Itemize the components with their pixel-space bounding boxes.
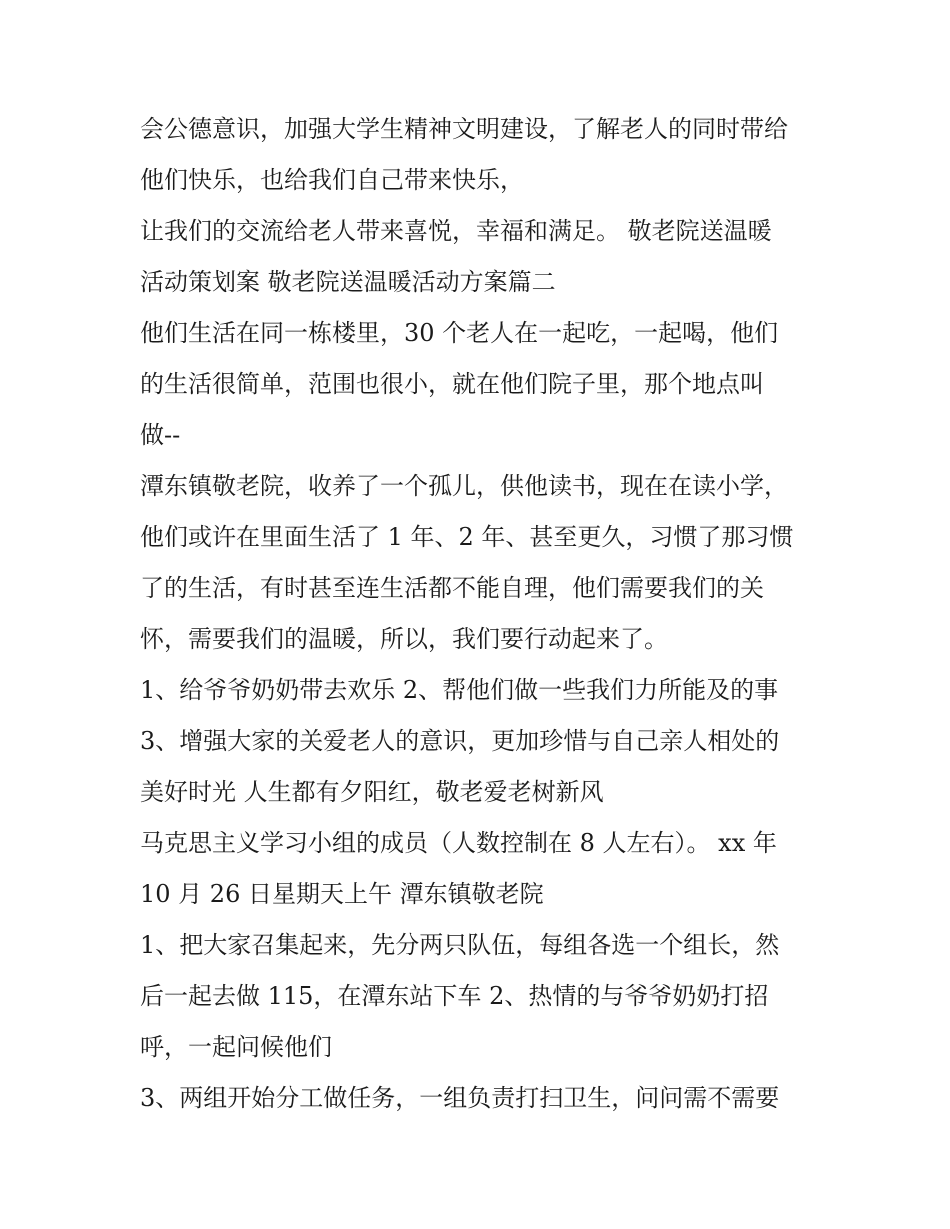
text-line: 3、增强大家的关爱老人的意识，更加珍惜与自己亲人相处的: [140, 727, 780, 755]
text-line: 1、给爷爷奶奶带去欢乐 2、帮他们做一些我们力所能及的事: [140, 676, 779, 704]
text-line: 他们或许在里面生活了 1 年、2 年、甚至更久，习惯了那习惯: [140, 523, 794, 551]
text-line: 3、两组开始分工做任务，一组负责打扫卫生，问问需不需要: [140, 1084, 780, 1112]
document-body: [140, 104, 820, 1124]
text-line: 美好时光 人生都有夕阳红，敬老爱老树新风: [140, 778, 604, 806]
text-line: 怀，需要我们的温暖，所以，我们要行动起来了。: [140, 625, 668, 653]
text-line: 他们快乐，也给我们自己带来快乐，: [140, 166, 524, 194]
text-line: 让我们的交流给老人带来喜悦，幸福和满足。 敬老院送温暖: [140, 217, 772, 245]
text-line: 活动策划案 敬老院送温暖活动方案篇二: [140, 268, 556, 296]
text-line: 呼，一起问候他们: [140, 1033, 332, 1061]
text-line: 的生活很简单，范围也很小，就在他们院子里，那个地点叫: [140, 370, 764, 398]
text-line: 他们生活在同一栋楼里，30 个老人在一起吃，一起喝，他们: [140, 319, 779, 347]
text-line: 后一起去做 115，在潭东站下车 2、热情的与爷爷奶奶打招: [140, 982, 769, 1010]
text-line: 1、把大家召集起来，先分两只队伍，每组各选一个组长，然: [140, 931, 780, 959]
text-line: 潭东镇敬老院，收养了一个孤儿，供他读书，现在在读小学，: [140, 472, 788, 500]
text-line: 会公德意识，加强大学生精神文明建设，了解老人的同时带给: [140, 115, 788, 143]
text-line: 了的生活，有时甚至连生活都不能自理，他们需要我们的关: [140, 574, 764, 602]
text-line: 10 月 26 日星期天上午 潭东镇敬老院: [140, 880, 544, 908]
text-line: 马克思主义学习小组的成员（人数控制在 8 人左右）。 xx 年: [140, 829, 777, 857]
text-line: 做--: [140, 421, 181, 449]
